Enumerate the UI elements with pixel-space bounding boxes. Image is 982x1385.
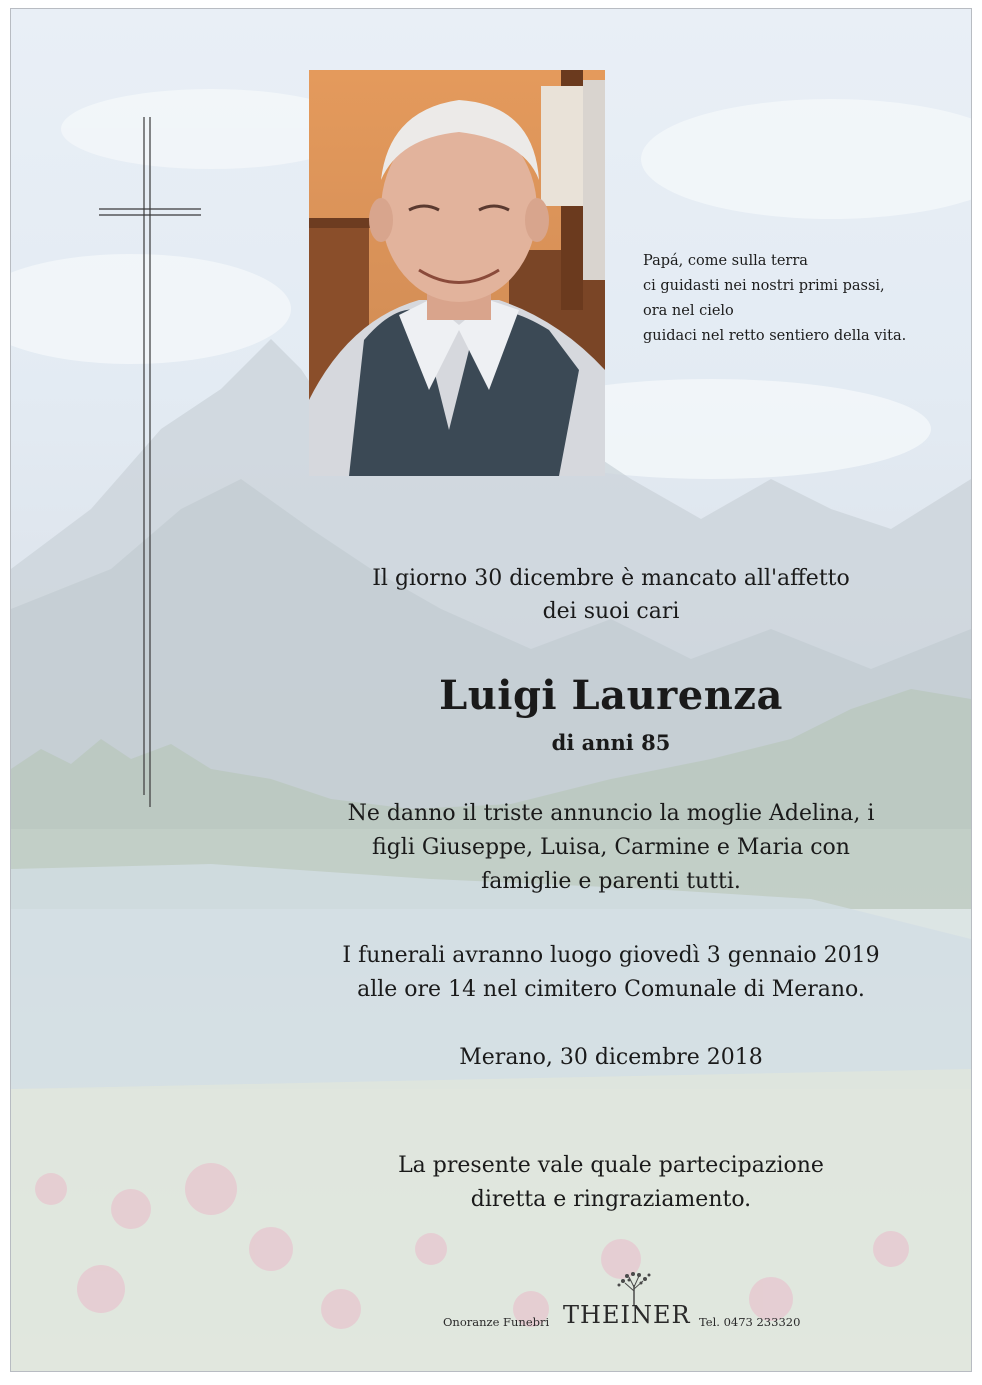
portrait-icon: [309, 70, 605, 476]
funeral-line-1: I funerali avranno luogo giovedì 3 gennaio 2019: [342, 943, 880, 968]
closing-line-2: diretta e ringraziamento.: [470, 1187, 752, 1212]
closing-text: [301, 1149, 921, 1217]
verse-line: guidaci nel retto sentiero della vita.: [643, 328, 907, 344]
place-date: Merano, 30 dicembre 2018: [459, 1045, 763, 1070]
verse-line: Papá, come sulla terra: [643, 253, 808, 269]
footer-telephone: Tel. 0473 233320: [699, 1315, 801, 1329]
tree-icon: [609, 1271, 659, 1305]
announcement-line-2: figli Giuseppe, Luisa, Carmine e Maria con: [372, 835, 850, 860]
funeral-details: [301, 939, 921, 1007]
intro-line-2: dei suoi cari: [542, 599, 680, 624]
announcement-line-1: Ne danno il triste annuncio la moglie Adelina, i: [347, 801, 875, 826]
announcement-text: [301, 797, 921, 899]
intro-line-1: Il giorno 30 dicembre è mancato all'affetto: [372, 566, 850, 591]
portrait-photo: [309, 70, 605, 476]
cross-icon: [11, 9, 231, 809]
footer-label: Onoranze Funebri: [443, 1315, 550, 1329]
intro-text: [301, 562, 921, 628]
closing-line-1: La presente vale quale partecipazione: [398, 1153, 824, 1178]
deceased-name: Luigi Laurenza: [439, 672, 783, 719]
deceased-age: di anni 85: [551, 730, 671, 755]
footer: [11, 1271, 971, 1341]
memorial-verse: [643, 249, 963, 349]
verse-line: ci guidasti nei nostri primi passi,: [643, 278, 885, 294]
footer-brand-logo: THEINER: [563, 1301, 691, 1329]
verse-line: ora nel cielo: [643, 303, 734, 319]
funeral-line-2: alle ore 14 nel cimitero Comunale di Merano.: [357, 977, 865, 1002]
obituary-card: [10, 8, 972, 1372]
announcement-line-3: famiglie e parenti tutti.: [481, 869, 741, 894]
